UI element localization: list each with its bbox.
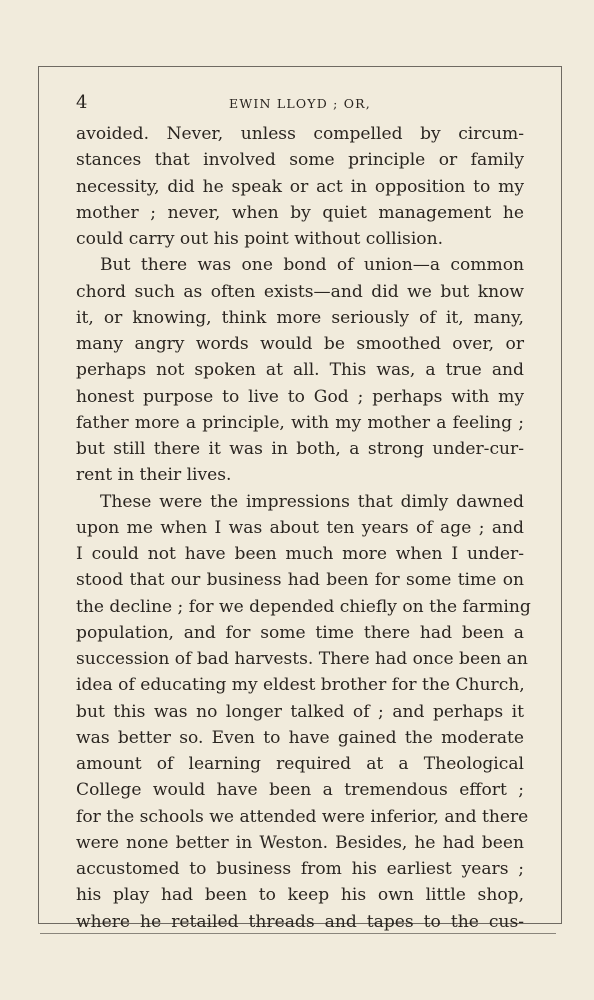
bottom-rule (40, 933, 556, 934)
text-line: the decline ; for we depended chiefly on the farming (76, 596, 531, 617)
text-line: I could not have been much more when I under- (76, 544, 524, 564)
text-line: But there was one bond of union—a common (100, 255, 524, 276)
page-header (76, 90, 524, 116)
text-line: many angry words would be smoothed over, or (76, 334, 524, 354)
text-line: for the schools we attended were inferior, and there (76, 806, 529, 827)
page-number: 4 (76, 92, 88, 113)
text-line: stood that our business had been for some time on (76, 570, 524, 591)
body-text (76, 121, 531, 935)
text-line: stances that involved some principle or family (76, 150, 524, 171)
text-line: succession of bad harvests. There had once been an (76, 649, 528, 669)
text-line: it, or knowing, think more seriously of it, many, (76, 307, 524, 328)
text-line: mother ; never, when by quiet management he (76, 202, 524, 223)
text-line: amount of learning required at a Theological (76, 754, 524, 774)
text-line: rent in their lives. (76, 465, 232, 486)
text-line: avoided. Never, unless compelled by circum- (76, 124, 524, 144)
text-line: upon me when I was about ten years of age ; and (76, 517, 524, 538)
text-line: population, and for some time there had been a (76, 622, 524, 643)
text-line: idea of educating my eldest brother for the Church, (76, 675, 525, 696)
text-line: but still there it was in both, a strong under-cur- (76, 439, 524, 459)
text-line: honest purpose to live to God ; perhaps with my (76, 386, 524, 407)
text-line: were none better in Weston. Besides, he had been (76, 832, 524, 853)
running-head: EWIN LLOYD ; OR, (229, 96, 371, 111)
text-line: but this was no longer talked of ; and perhaps it (76, 701, 524, 722)
text-line: These were the impressions that dimly dawned (100, 491, 524, 512)
text-line: necessity, did he speak or act in opposition to my (76, 176, 524, 197)
text-line: was better so. Even to have gained the moderate (76, 727, 524, 748)
text-line: could carry out his point without collision. (76, 229, 444, 249)
text-line: where he retailed threads and tapes to the cus- (76, 911, 524, 932)
text-line: College would have been a tremendous effort ; (76, 780, 524, 801)
text-line: accustomed to business from his earliest years ; (76, 859, 524, 879)
text-line: father more a principle, with my mother a feeling ; (76, 412, 524, 433)
text-line: perhaps not spoken at all. This was, a true and (76, 360, 524, 381)
text-line: chord such as often exists—and did we but know (76, 281, 524, 302)
text-line: his play had been to keep his own little shop, (76, 885, 524, 906)
